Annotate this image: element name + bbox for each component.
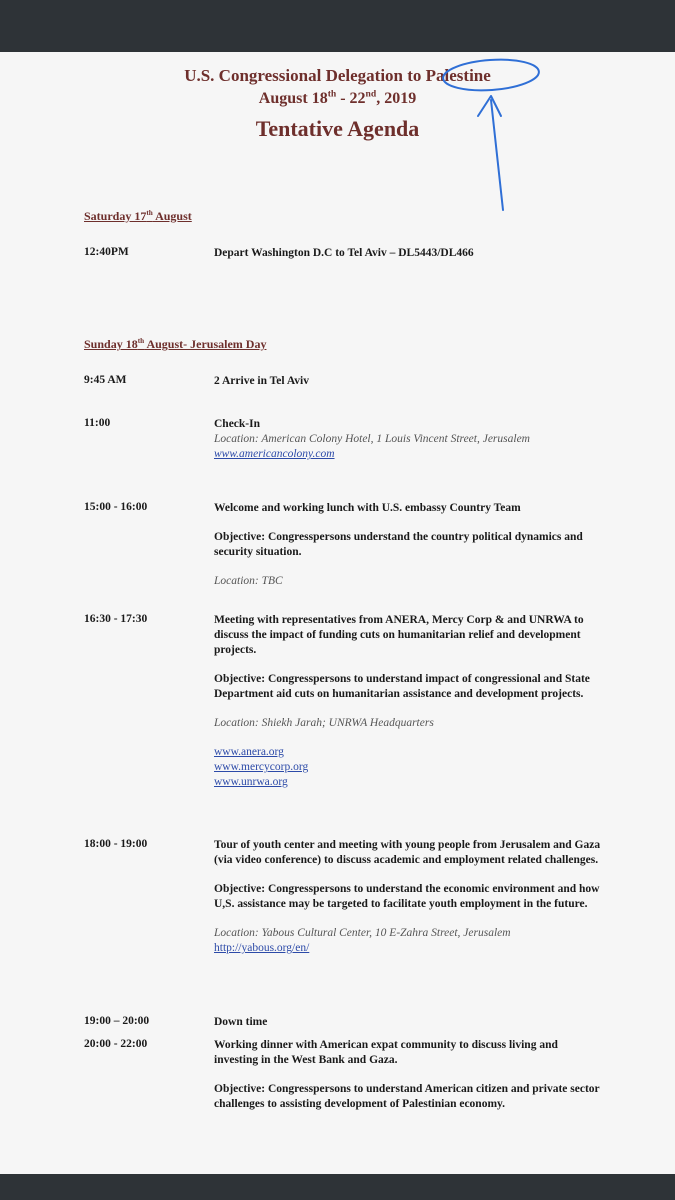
event-time: 9:45 AM: [84, 374, 127, 386]
doc-subtitle: Tentative Agenda: [255, 116, 420, 141]
event-objective: Objective: Congresspersons to understand American citizen and private sector challenges to assisting development of Palestinian economy.: [214, 1083, 600, 1110]
event-title: Welcome and working lunch with U.S. embassy Country Team: [214, 502, 521, 514]
event-title: Down time: [214, 1016, 268, 1028]
mercycorp-link[interactable]: www.mercycorp.org: [214, 761, 309, 773]
event-time: 16:30 - 17:30: [84, 613, 148, 625]
yabous-link[interactable]: http://yabous.org/en/: [214, 942, 310, 954]
event-youth-center: [214, 838, 604, 956]
event-location: Location: Shiekh Jarah; UNRWA Headquarters: [214, 717, 434, 729]
event-time: 19:00 – 20:00: [84, 1015, 150, 1027]
day-heading-sunday: Sunday 18th August- Jerusalem Day: [84, 337, 267, 351]
event-title: Depart Washington D.C to Tel Aviv – DL5443/DL466: [214, 247, 474, 259]
event-title: Check-In: [214, 418, 261, 430]
day-heading-saturday: Saturday 17th August: [84, 209, 192, 223]
event-title: Working dinner with American expat community to discuss living and investing in the West Bank and Gaza.: [214, 1039, 558, 1066]
event-location: Location: American Colony Hotel, 1 Louis Vincent Street, Jerusalem: [214, 433, 530, 445]
anera-link[interactable]: www.anera.org: [214, 746, 284, 758]
doc-title: U.S. Congressional Delegation to Palestine: [184, 66, 491, 85]
event-ngo-meeting: [214, 613, 604, 790]
event-time: 15:00 - 16:00: [84, 501, 148, 513]
event-title: Tour of youth center and meeting with young people from Jerusalem and Gaza (via video conference) to discuss academic and employment related challenges.: [214, 839, 601, 866]
event-objective: Objective: Congresspersons understand the country political dynamics and security situation.: [214, 531, 583, 558]
event-time: 11:00: [84, 417, 111, 429]
event-lunch: [214, 501, 604, 589]
event-location: Location: TBC: [214, 575, 283, 587]
event-title: 2 Arrive in Tel Aviv: [214, 375, 309, 387]
event-objective: Objective: Congresspersons to understand impact of congressional and State Department aid cuts on humanitarian assistance and development projects.: [214, 673, 590, 700]
event-location: Location: Yabous Cultural Center, 10 E-Zahra Street, Jerusalem: [214, 927, 511, 939]
document-page: [0, 52, 675, 1174]
event-checkin: [214, 417, 604, 462]
top-dark-bar: [0, 0, 675, 52]
event-title: Meeting with representatives from ANERA, Mercy Corp & and UNRWA to discuss the impact of funding cuts on humanitarian relief and development projects.: [214, 614, 584, 656]
bottom-dark-bar: [0, 1174, 675, 1200]
links-list: [214, 745, 604, 790]
event-time: 18:00 - 19:00: [84, 838, 148, 850]
doc-dates: August 18th - 22nd, 2019: [258, 88, 417, 107]
event-objective: Objective: Congresspersons to understand the economic environment and how U,S. assistance may be targeted to facilitate youth employment in the future.: [214, 883, 600, 910]
hotel-link[interactable]: www.americancolony.com: [214, 448, 335, 460]
event-dinner: [214, 1038, 604, 1112]
unrwa-link[interactable]: www.unrwa.org: [214, 776, 288, 788]
event-time: 20:00 - 22:00: [84, 1038, 148, 1050]
event-time: 12:40PM: [84, 246, 129, 258]
